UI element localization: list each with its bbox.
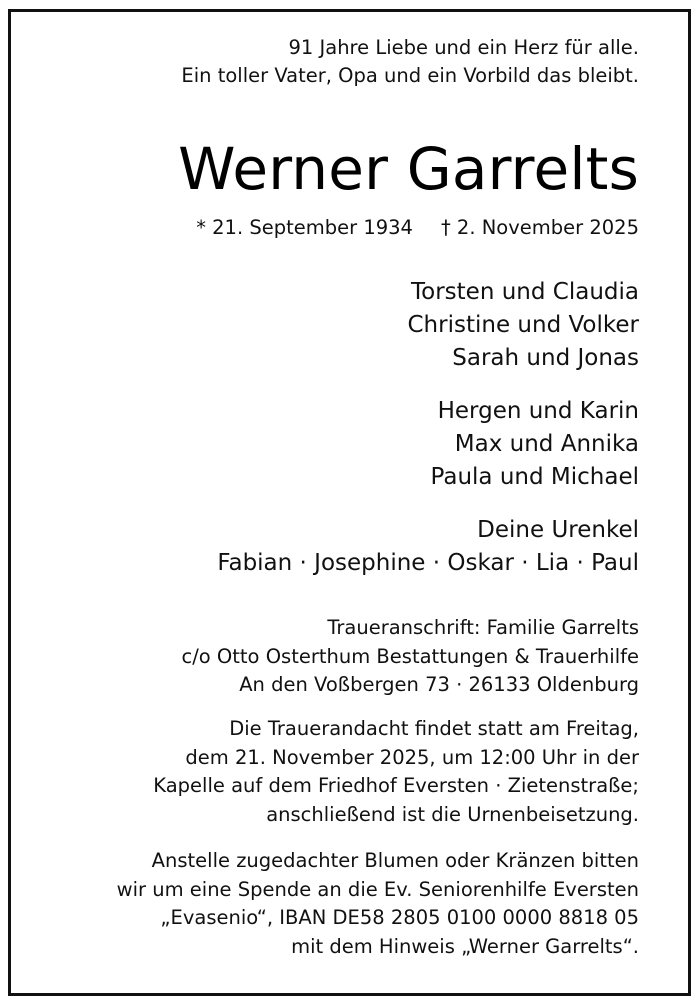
service-line: Kapelle auf dem Friedhof Eversten · Zietenstraße;	[153, 774, 639, 797]
donation-line: „Evasenio“, IBAN DE58 2805 0100 0000 8818 05	[160, 906, 639, 929]
service-line: dem 21. November 2025, um 12:00 Uhr in der	[185, 745, 639, 769]
address-line: An den Voßbergen 73 · 26133 Oldenburg	[239, 673, 639, 696]
service-line: anschließend ist die Urnenbeisetzung.	[266, 802, 639, 826]
birth-date: * 21. September 1934	[196, 216, 413, 239]
deceased-name: Werner Garrelts	[178, 135, 639, 203]
grandchildren-block	[431, 395, 639, 494]
family-member: Paula und Michael	[430, 464, 639, 490]
donation-line: wir um eine Spende an die Ev. Seniorenhilfe Eversten	[116, 877, 639, 901]
great-grandchildren-heading: Deine Urenkel	[477, 517, 639, 543]
family-member: Max und Annika	[454, 431, 639, 457]
family-member: Torsten und Claudia	[411, 279, 639, 305]
motto-line: 91 Jahre Liebe und ein Herz für alle.	[288, 36, 639, 59]
family-member: Christine und Volker	[407, 312, 639, 338]
family-member: Hergen und Karin	[437, 398, 639, 424]
great-grandchildren-names: Fabian · Josephine · Oskar · Lia · Paul	[217, 550, 639, 576]
donation-request	[117, 847, 639, 961]
mourning-address	[182, 614, 640, 700]
donation-line: Anstelle zugedachter Blumen oder Kränzen bitten	[151, 849, 639, 872]
address-line: Traueranschrift: Familie Garrelts	[327, 616, 639, 639]
service-details	[153, 715, 639, 829]
service-line: Die Trauerandacht findet statt am Freitag,	[229, 717, 639, 740]
life-dates	[196, 214, 639, 242]
children-block	[408, 276, 640, 375]
great-grandchildren-block	[217, 514, 639, 580]
address-line: c/o Otto Osterthum Bestattungen & Trauerhilfe	[181, 644, 639, 668]
motto-block	[181, 34, 639, 90]
motto-line: Ein toller Vater, Opa und ein Vorbild das bleibt.	[181, 64, 639, 87]
family-member: Sarah und Jonas	[452, 345, 639, 371]
death-date: † 2. November 2025	[440, 216, 639, 239]
donation-line: mit dem Hinweis „Werner Garrelts“.	[291, 934, 639, 958]
